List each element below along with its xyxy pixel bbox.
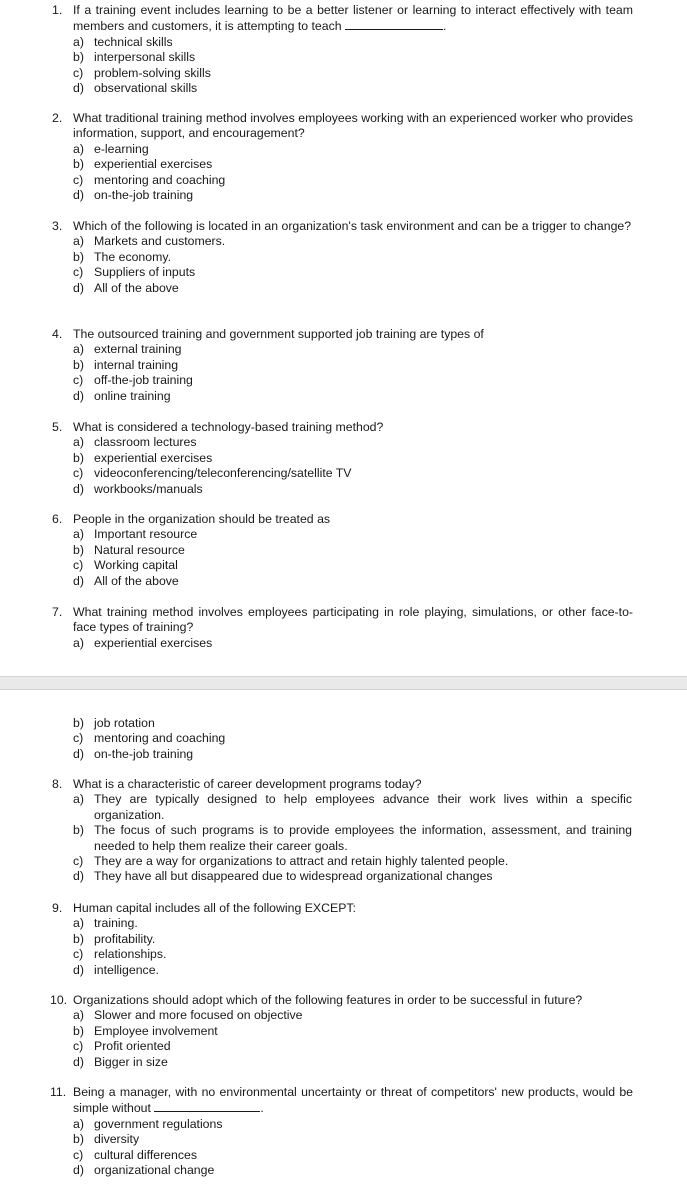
option-c: c) videoconferencing/teleconferencing/satellite TV <box>73 466 352 481</box>
option-b: b) interpersonal skills <box>73 50 196 65</box>
question-number: 9. <box>52 901 63 915</box>
question-7 <box>0 605 687 651</box>
question-number: 7. <box>52 605 63 619</box>
option-d: d) They have all but disappeared due to widespread organizational changes <box>73 869 493 884</box>
option-d: d) workbooks/manuals <box>73 481 203 496</box>
option-a: a) experiential exercises <box>73 635 213 650</box>
question-text: Organizations should adopt which of the following features in order to be successful in future? <box>73 993 583 1007</box>
option-c: c) off-the-job training <box>73 373 193 388</box>
option-d: d) Bigger in size <box>73 1054 168 1069</box>
option-d: d) online training <box>73 388 171 403</box>
question-text: Being a manager, with no environmental uncertainty or threat of competitors' new products, would be simple without . <box>73 1085 633 1116</box>
option-a: a) technical skills <box>73 34 173 49</box>
option-b: b) The economy. <box>73 249 172 264</box>
question-7-continued <box>0 716 687 762</box>
option-c: c) cultural differences <box>73 1147 197 1162</box>
question-8 <box>0 777 687 885</box>
option-c: c) Working capital <box>73 558 178 573</box>
option-c: c) Profit oriented <box>73 1039 171 1054</box>
option-d: d) intelligence. <box>73 962 159 977</box>
question-text: What is considered a technology-based training method? <box>73 420 384 434</box>
option-c: c) mentoring and coaching <box>73 172 226 187</box>
question-5 <box>0 420 687 497</box>
question-4 <box>0 327 687 404</box>
option-a: a) Slower and more focused on objective <box>73 1008 303 1023</box>
question-1 <box>0 3 687 96</box>
option-b: b) experiential exercises <box>73 157 213 172</box>
question-number: 1. <box>52 3 63 17</box>
option-b: b) Natural resource <box>73 542 185 557</box>
option-c: c) Suppliers of inputs <box>73 265 196 280</box>
question-text: What training method involves employees participating in role playing, simulations, or other face-to-face types of training? <box>73 605 633 635</box>
option-d: d) observational skills <box>73 81 198 96</box>
question-text: People in the organization should be treated as <box>73 512 331 526</box>
question-text: Human capital includes all of the following EXCEPT: <box>73 901 356 915</box>
option-b: b) internal training <box>73 357 179 372</box>
option-d: d) All of the above <box>73 573 179 588</box>
question-11 <box>0 1085 687 1178</box>
question-number: 11. <box>50 1085 67 1099</box>
option-d: d) All of the above <box>73 280 179 295</box>
option-c: c) relationships. <box>73 947 167 962</box>
option-d: d) organizational change <box>73 1163 215 1178</box>
option-a: a) e-learning <box>73 141 149 156</box>
option-c: c) problem-solving skills <box>73 65 211 80</box>
option-d: d) on-the-job training <box>73 746 194 761</box>
question-3 <box>0 219 687 296</box>
option-c: c) mentoring and coaching <box>73 731 226 746</box>
page-separator <box>0 676 687 690</box>
question-text: The outsourced training and government supported job training are types of <box>73 327 484 341</box>
question-number: 2. <box>52 111 63 125</box>
answer-blank <box>154 1100 260 1112</box>
question-text: What is a characteristic of career development programs today? <box>73 777 422 791</box>
question-6 <box>0 512 687 589</box>
option-a: a) training. <box>73 916 138 931</box>
question-text: What traditional training method involves employees working with an experienced worker who provides information, support, and encouragement? <box>73 111 633 141</box>
question-text: If a training event includes learning to be a better listener or learning to interact effectively with team members and customers, it is attempting to teach . <box>73 3 633 34</box>
option-a: a) Markets and customers. <box>73 234 226 249</box>
option-d: d) on-the-job training <box>73 188 194 203</box>
question-number: 5. <box>52 420 63 434</box>
question-10 <box>0 993 687 1070</box>
question-9 <box>0 901 687 978</box>
question-number: 3. <box>52 219 63 233</box>
question-number: 6. <box>52 512 63 526</box>
option-a: a) classroom lectures <box>73 435 197 450</box>
question-number: 8. <box>52 777 63 791</box>
question-2 <box>0 111 687 203</box>
option-a: a) government regulations <box>73 1116 223 1131</box>
option-b: b) The focus of such programs is to provide employees the information, assessment, and training needed to help them realize their career goals. <box>73 823 632 853</box>
question-text: Which of the following is located in an organization's task environment and can be a trigger to change? <box>73 219 632 233</box>
question-number: 10. <box>50 993 68 1007</box>
option-b: b) experiential exercises <box>73 450 213 465</box>
option-a: a) They are typically designed to help employees advance their work lives within a specific organization. <box>73 792 632 822</box>
option-b: b) job rotation <box>73 716 155 730</box>
option-b: b) profitability. <box>73 931 156 946</box>
option-b: b) Employee involvement <box>73 1023 218 1038</box>
option-a: a) external training <box>73 342 182 357</box>
option-b: b) diversity <box>73 1132 140 1147</box>
question-number: 4. <box>52 327 63 341</box>
option-c: c) They are a way for organizations to attract and retain highly talented people. <box>73 854 509 869</box>
answer-blank <box>345 18 443 30</box>
option-a: a) Important resource <box>73 527 198 542</box>
